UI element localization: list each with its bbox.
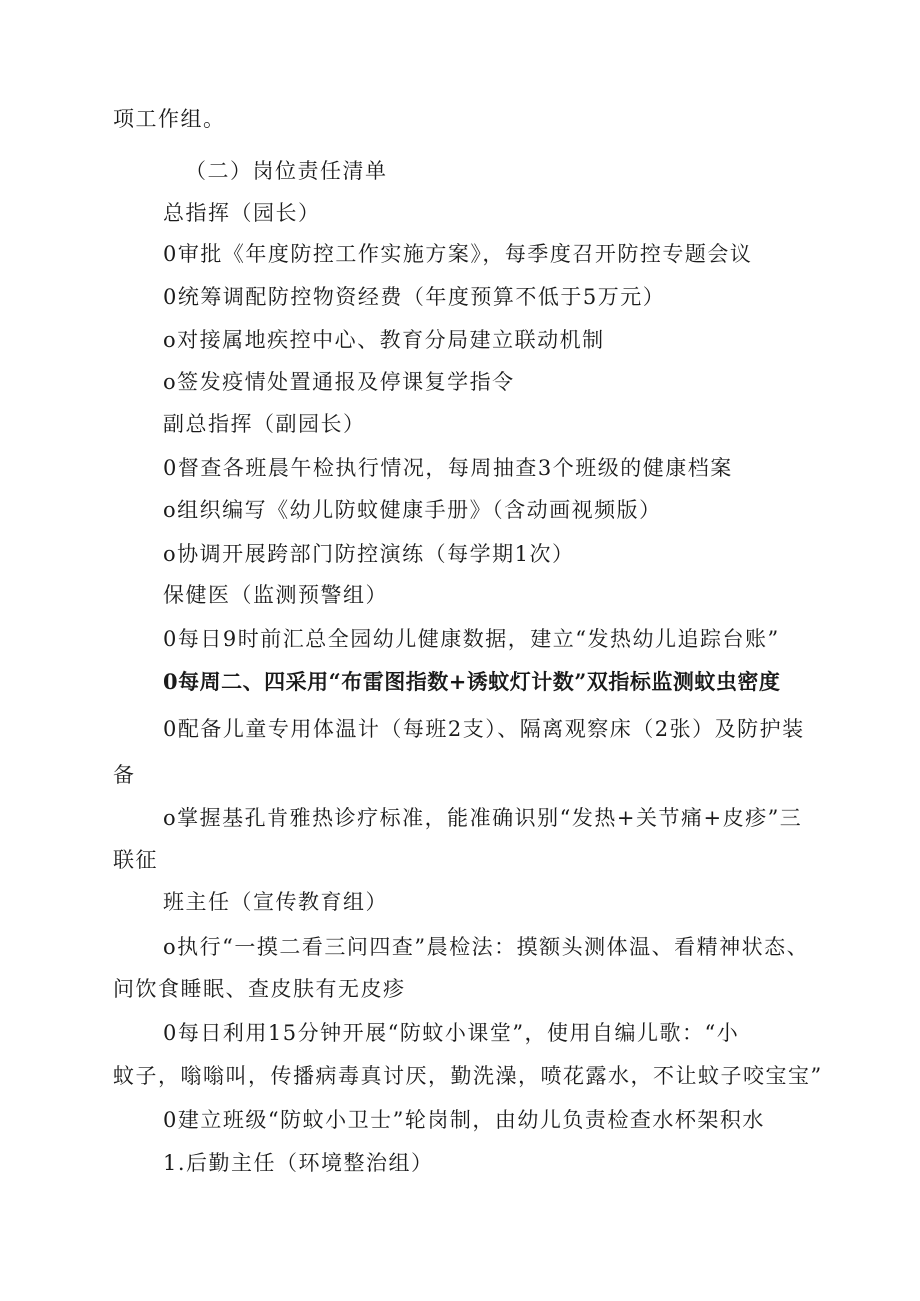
list-item: 0建立班级“防蚊小卫士”轮岗制，由幼儿负责检查水杯架积水 [163, 1108, 765, 1132]
list-item: 0审批《年度防控工作实施方案》，每季度召开防控专题会议 [163, 242, 753, 266]
role-heading-class-teacher: 班主任（宣传教育组） [163, 890, 388, 914]
list-item: 0每日9时前汇总全园幼儿健康数据，建立“发热幼儿追踪台账” [163, 627, 780, 651]
list-item-bold: 0每周二、四采用“布雷图指数+诱蚊灯计数”双指标监测蚊虫密度 [163, 669, 781, 694]
list-item: 0每日利用15分钟开展“防蚊小课堂”，使用自编儿歌：“小 [163, 1021, 740, 1045]
list-item: o组织编写《幼儿防蚊健康手册》（含动画视频版） [163, 498, 662, 522]
section-heading: （二）岗位责任清单 [185, 159, 388, 183]
role-heading-health-doctor: 保健医（监测预警组） [163, 583, 388, 607]
list-item-continuation: 备 [113, 763, 136, 787]
role-heading-director: 总指挥（园长） [163, 201, 321, 225]
list-item-continuation: 蚊子，嗡嗡叫，传播病毒真讨厌，勤洗澡，喷花露水，不让蚊子咬宝宝” [113, 1064, 823, 1088]
list-item: o执行“一摸二看三问四查”晨检法：摸额头测体温、看精神状态、 [163, 935, 810, 959]
list-item: o签发疫情处置通报及停课复学指令 [163, 370, 515, 394]
list-item: o掌握基孔肯雅热诊疗标准，能准确识别“发热+关节痛+皮疹”三 [163, 806, 803, 830]
paragraph-continuation: 项工作组。 [113, 107, 226, 131]
list-item: 0统筹调配防控物资经费（年度预算不低于5万元） [163, 285, 666, 309]
list-item-continuation: 联征 [113, 848, 158, 872]
list-item-continuation: 问饮食睡眠、查皮肤有无皮疹 [113, 977, 406, 1001]
list-item: 0督查各班晨午检执行情况，每周抽查3个班级的健康档案 [163, 456, 733, 480]
role-heading-logistics: 1.后勤主任（环境整治组） [163, 1151, 434, 1175]
list-item: 0配备儿童专用体温计（每班2支）、隔离观察床（2张）及防护装 [163, 717, 805, 741]
list-item: o对接属地疾控中心、教育分局建立联动机制 [163, 328, 605, 352]
role-heading-deputy-director: 副总指挥（副园长） [163, 412, 366, 436]
list-item: o协调开展跨部门防控演练（每学期1次） [163, 542, 575, 566]
